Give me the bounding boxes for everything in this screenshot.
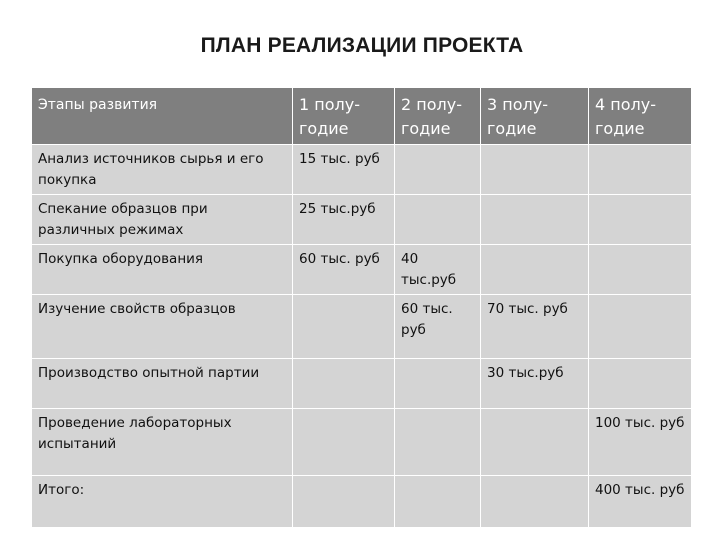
row-cost-cell: 70 тыс. руб (481, 295, 589, 359)
row-cost-cell (395, 145, 481, 195)
total-label: Итого: (32, 476, 293, 528)
table-row (32, 359, 692, 409)
row-cost-cell (395, 476, 481, 528)
row-cost-cell: 15 тыс. руб (293, 145, 395, 195)
row-cost-cell (481, 245, 589, 295)
row-stage-label: Изучение свойств образцов (32, 295, 293, 359)
row-stage-label: Производство опытной партии (32, 359, 293, 409)
table-row-total (32, 476, 692, 528)
row-cost-cell: 30 тыс.руб (481, 359, 589, 409)
row-cost-cell (589, 295, 692, 359)
row-cost-cell (481, 476, 589, 528)
table-row (32, 195, 692, 245)
row-cost-cell (293, 359, 395, 409)
row-cost-cell: 60 тыс. руб (293, 245, 395, 295)
row-stage-label: Проведение лабораторных испытаний (32, 409, 293, 476)
header-half-year-3: 3 полу-годие (481, 88, 589, 145)
total-value: 400 тыс. руб (589, 476, 692, 528)
row-cost-cell: 60 тыс. руб (395, 295, 481, 359)
row-cost-cell (293, 409, 395, 476)
row-cost-cell (589, 359, 692, 409)
header-half-year-4: 4 полу-годие (589, 88, 692, 145)
row-cost-cell (481, 145, 589, 195)
table-row (32, 409, 692, 476)
table-header-row (32, 88, 692, 145)
row-cost-cell (589, 195, 692, 245)
page-title: ПЛАН РЕАЛИЗАЦИИ ПРОЕКТА (200, 34, 524, 57)
row-cost-cell: 25 тыс.руб (293, 195, 395, 245)
header-stages: Этапы развития (32, 88, 293, 145)
table-row (32, 145, 692, 195)
table-row (32, 245, 692, 295)
row-cost-cell (293, 295, 395, 359)
project-plan-table (31, 87, 692, 528)
header-half-year-2: 2 полу-годие (395, 88, 481, 145)
row-cost-cell (395, 195, 481, 245)
row-cost-cell (481, 195, 589, 245)
row-cost-cell (293, 476, 395, 528)
row-cost-cell (395, 359, 481, 409)
row-stage-label: Спекание образцов при различных режимах (32, 195, 293, 245)
row-stage-label: Анализ источников сырья и его покупка (32, 145, 293, 195)
row-cost-cell (589, 145, 692, 195)
row-cost-cell (395, 409, 481, 476)
row-cost-cell: 40 тыс.руб (395, 245, 481, 295)
table-row (32, 295, 692, 359)
row-cost-cell (481, 409, 589, 476)
row-stage-label: Покупка оборудования (32, 245, 293, 295)
row-cost-cell: 100 тыс. руб (589, 409, 692, 476)
header-half-year-1: 1 полу-годие (293, 88, 395, 145)
row-cost-cell (589, 245, 692, 295)
